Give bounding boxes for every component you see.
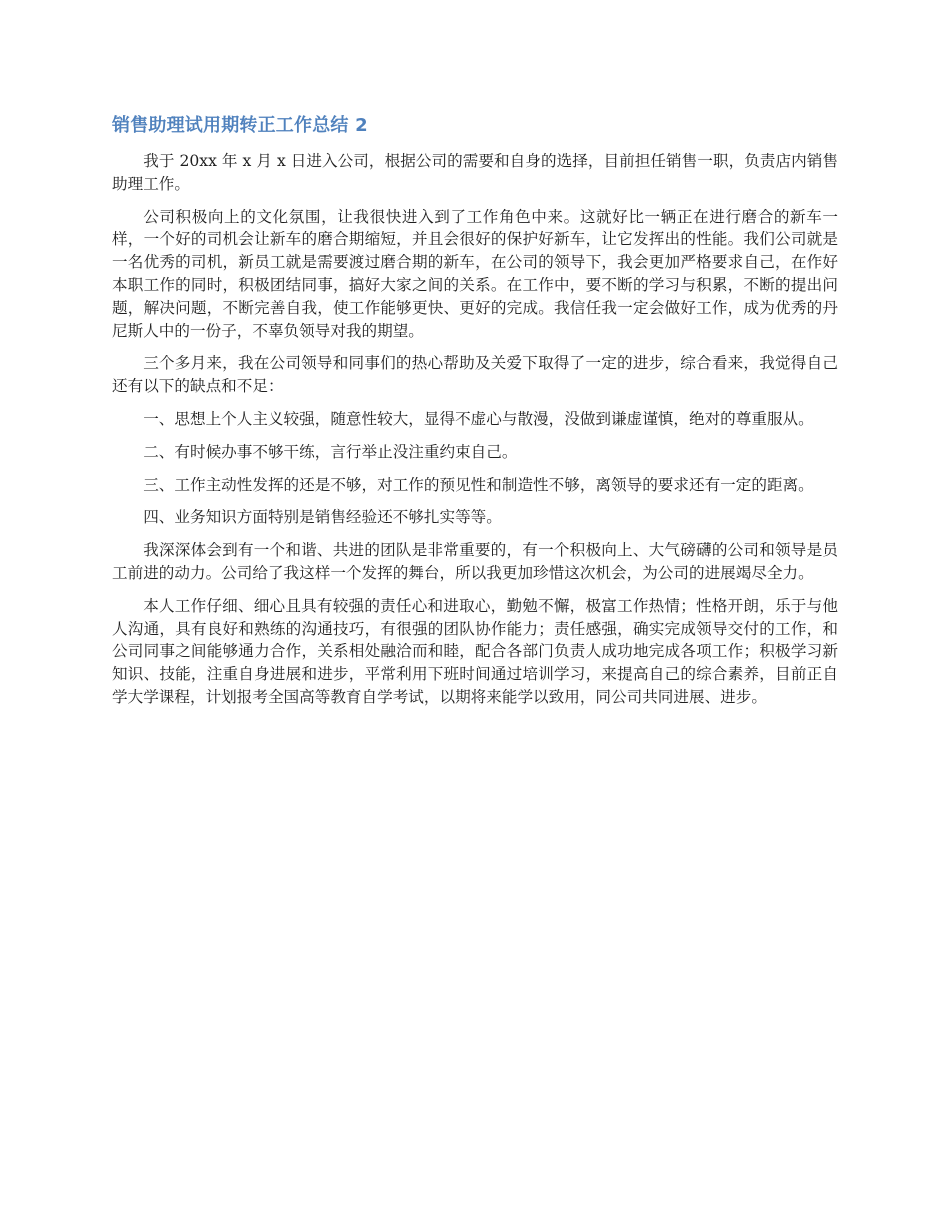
- paragraph-shortcoming-3: 三、工作主动性发挥的还是不够，对工作的预见性和制造性不够，离领导的要求还有一定的距离。: [143, 475, 814, 494]
- paragraph-team-reflection: 我深深体会到有一个和谐、共进的团队是非常重要的，有一个积极向上、大气磅礴的公司和领导是员工前进的动力。公司给了我这样一个发挥的舞台，所以我更加珍惜这次机会，为公司的进展竭尽全力。: [112, 541, 838, 582]
- paragraph-shortcoming-4: 四、业务知识方面特别是销售经验还不够扎实等等。: [143, 508, 502, 527]
- paragraph-self-evaluation: 本人工作仔细、细心且具有较强的责任心和进取心，勤勉不懈，极富工作热情；性格开朗，乐于与他人沟通，具有良好和熟练的沟通技巧，有很强的团队协作能力；责任感强，确实完成领导交付的工作，和公司同事之间能够通力合作，关系相处融洽而和睦，配合各部门负责人成功地完成各项工作；积极学习新知识、技能，注重自身进展和进步，平常利用下班时间通过培训学习，来提高自己的综合素养，目前正自学大学课程，计划报考全国高等教育自学考试，以期将来能学以致用，同公司共同进展、进步。: [112, 596, 838, 706]
- paragraph-shortcoming-1: 一、思想上个人主义较强，随意性较大，显得不虚心与散漫，没做到谦虚谨慎，绝对的尊重服从。: [143, 409, 814, 428]
- paragraph-progress-summary: 三个多月来，我在公司领导和同事们的热心帮助及关爱下取得了一定的进步，综合看来，我觉得自己还有以下的缺点和不足：: [112, 354, 838, 396]
- paragraph-company-culture: 公司积极向上的文化氛围，让我很快进入到了工作角色中来。这就好比一辆正在进行磨合的新车一样，一个好的司机会让新车的磨合期缩短，并且会很好的保护好新车，让它发挥出的性能。我们公司就是一名优秀的司机，新员工就是需要渡过磨合期的新车，在公司的领导下，我会更加严格要求自己，在作好本职工作的同时，积极团结同事，搞好大家之间的关系。在工作中，要不断的学习与积累，不断的提出问题，解决问题，不断完善自我，使工作能够更快、更好的完成。我信任我一定会做好工作，成为优秀的丹尼斯人中的一份子，不辜负领导对我的期望。: [112, 207, 838, 340]
- paragraph-shortcoming-2: 二、有时候办事不够干练，言行举止没注重约束自己。: [143, 442, 518, 461]
- paragraph-intro: 我于 20xx 年 x 月 x 日进入公司，根据公司的需要和自身的选择，目前担任销售一职，负责店内销售助理工作。: [112, 152, 838, 193]
- document-title: 销售助理试用期转正工作总结 2: [112, 115, 368, 136]
